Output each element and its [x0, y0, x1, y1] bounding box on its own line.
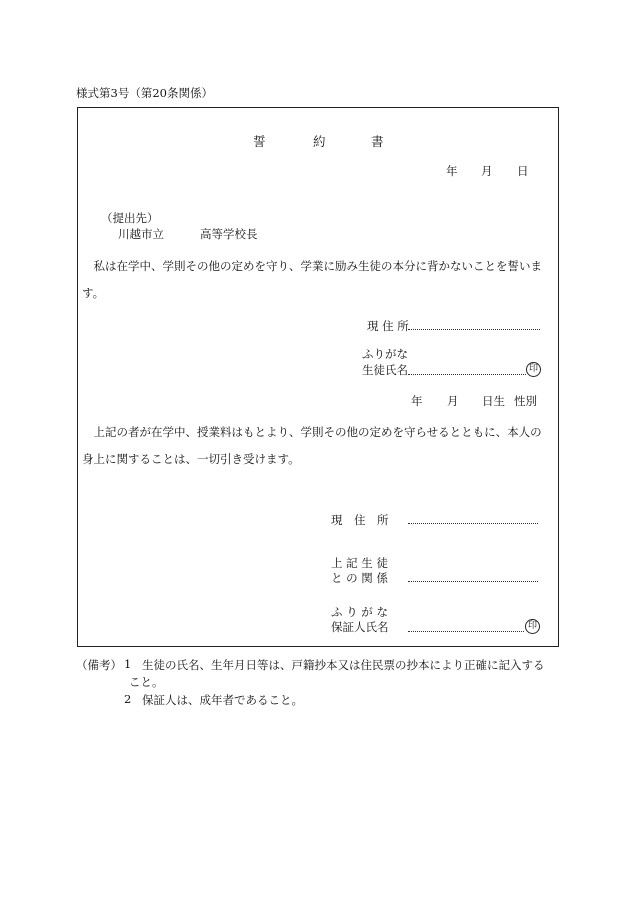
- form-label: 様式第3号（第20条関係）: [76, 86, 213, 100]
- guarantor-name-field[interactable]: [408, 631, 524, 632]
- recipient-school: 高等学校長: [200, 227, 258, 241]
- guarantor-address-label: 現 住 所: [331, 513, 389, 527]
- recipient-label: （提出先）: [101, 211, 159, 225]
- date-year: 年: [446, 164, 458, 178]
- student-furigana-label: ふりがな: [362, 347, 408, 361]
- note-2-text: 保証人は、成年者であること。: [142, 693, 303, 707]
- student-address-label: 現 住 所: [367, 319, 409, 333]
- guarantor-furigana-label: ふ り が な: [331, 605, 388, 619]
- gender-label: 性別: [514, 394, 537, 408]
- guarantor-relation-label-2: と の 関 係: [331, 571, 388, 585]
- guarantor-address-field[interactable]: [408, 523, 538, 524]
- note-2-number: 2: [124, 692, 132, 706]
- note-1-text-continued: こと。: [129, 675, 164, 689]
- guarantor-relation-label-1: 上 記 生 徒: [331, 556, 388, 570]
- guarantor-pledge-text: 上記の者が在学中、授業料はもとより、学則その他の定めを守らせるとともに、本人の身上に関することは、一切引き受けます。: [82, 425, 542, 466]
- title-char-3: 書: [371, 134, 384, 149]
- student-name-field[interactable]: [408, 374, 526, 375]
- notes-label: （備考）: [76, 658, 122, 672]
- guarantor-name-label: 保証人氏名: [331, 620, 389, 634]
- birth-month: 月: [447, 394, 459, 408]
- guarantor-seal-icon: 印: [525, 619, 540, 634]
- student-name-label: 生徒氏名: [362, 363, 408, 377]
- title-char-1: 誓: [253, 134, 266, 149]
- recipient-city: 川越市立: [118, 227, 164, 241]
- guarantor-relation-field[interactable]: [408, 581, 538, 582]
- title-char-2: 約: [313, 134, 326, 149]
- note-1-number: 1: [124, 657, 132, 671]
- birth-year: 年: [411, 394, 423, 408]
- student-seal-icon: 印: [526, 362, 541, 377]
- date-day: 日: [517, 164, 529, 178]
- note-1-text: 生徒の氏名、生年月日等は、戸籍抄本又は住民票の抄本により正確に記入する: [142, 658, 545, 672]
- pledge-form-frame: [77, 107, 559, 647]
- date-month: 月: [481, 164, 493, 178]
- student-pledge-text: 私は在学中、学則その他の定めを守り、学業に励み生徒の本分に背かないことを誓います。: [82, 259, 542, 300]
- birth-day: 日生: [482, 394, 505, 408]
- student-address-field[interactable]: [408, 329, 540, 330]
